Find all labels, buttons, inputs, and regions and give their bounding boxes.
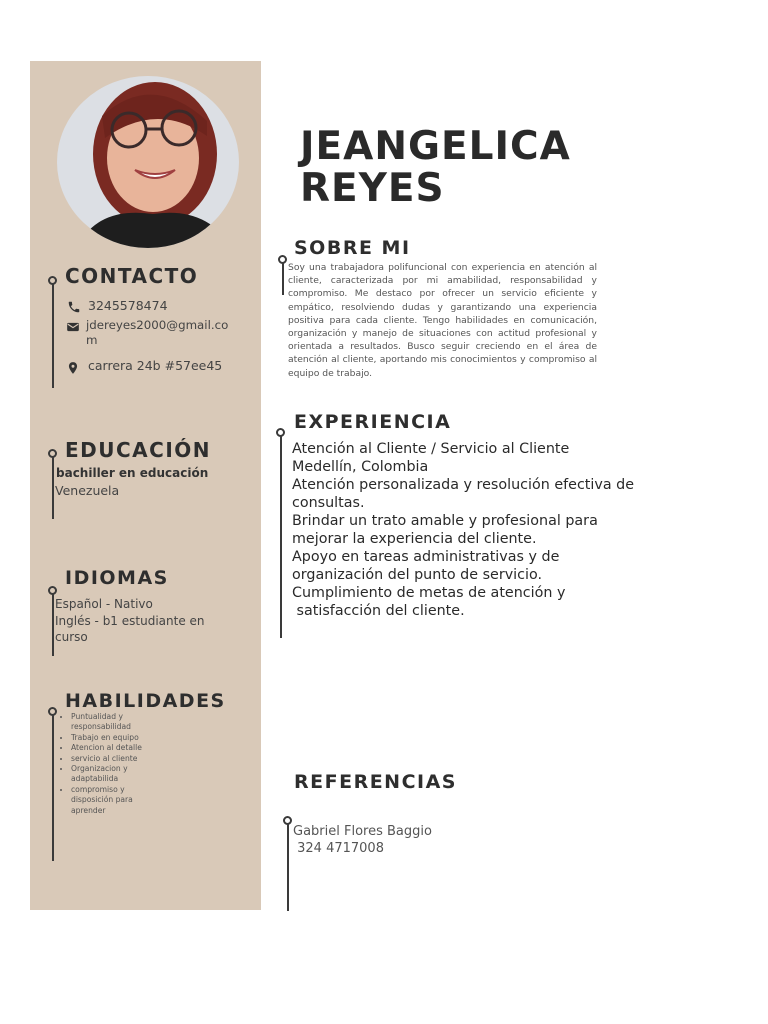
references-line — [287, 824, 289, 911]
skill-item: • Organizacion y adaptabilida — [71, 764, 166, 785]
contact-email-line2: m — [86, 333, 98, 347]
contact-heading: CONTACTO — [65, 264, 199, 288]
location-pin-icon — [66, 361, 80, 375]
email-icon — [66, 320, 80, 334]
about-heading: SOBRE MI — [294, 237, 411, 259]
experience-line-item: Cumplimiento de metas de atención y — [292, 585, 566, 601]
education-degree: bachiller en educación — [56, 466, 209, 480]
education-line — [52, 457, 54, 519]
phone-icon — [67, 300, 81, 314]
contact-line — [52, 284, 54, 388]
skills-line — [52, 715, 54, 861]
person-name — [300, 126, 571, 210]
reference-name: Gabriel Flores Baggio — [293, 824, 432, 839]
references-heading: REFERENCIAS — [294, 771, 457, 793]
contact-phone: 3245578474 — [88, 298, 168, 313]
contact-email-line1: jdereyes2000@gmail.co — [86, 318, 229, 332]
languages-heading: IDIOMAS — [65, 567, 169, 589]
language-english: Inglés - b1 estudiante en — [55, 613, 205, 628]
languages-line — [52, 594, 54, 656]
about-line — [282, 263, 284, 295]
experience-line-item: Apoyo en tareas administrativas y de — [292, 549, 560, 565]
skills-heading: HABILIDADES — [65, 690, 226, 712]
name-line-last: REYES — [300, 166, 445, 211]
profile-photo — [57, 76, 239, 248]
skill-item: • servicio al cliente — [71, 754, 166, 764]
language-spanish: Español - Nativo — [55, 597, 153, 611]
contact-email — [86, 318, 228, 348]
name-line-first: JEANGELICA — [300, 124, 571, 169]
skill-item: • Atencion al detalle — [71, 743, 166, 753]
experience-line-item: consultas. — [292, 495, 365, 511]
language-english-cont: curso — [55, 630, 88, 644]
languages-list — [55, 596, 205, 646]
skill-item: • compromiso y disposición para aprender — [71, 785, 166, 816]
reference-phone: 324 4717008 — [293, 841, 384, 856]
education-heading: EDUCACIÓN — [65, 438, 212, 462]
experience-details — [292, 440, 642, 620]
experience-line-item: Medellín, Colombia — [292, 459, 429, 475]
experience-line-item: organización del punto de servicio. — [292, 567, 543, 583]
skill-item: • Puntualidad y responsabilidad — [71, 712, 166, 733]
contact-address: carrera 24b #57ee45 — [88, 358, 223, 373]
experience-line-item: Atención personalizada y resolución efectiva de — [292, 477, 635, 493]
experience-line-item: Atención al Cliente / Servicio al Cliente — [292, 441, 570, 457]
experience-line-item: Brindar un trato amable y profesional para — [292, 513, 598, 529]
experience-line — [280, 436, 282, 638]
skills-list — [56, 712, 166, 816]
experience-line-item: satisfacción del cliente. — [292, 603, 465, 619]
experience-line-item: mejorar la experiencia del cliente. — [292, 531, 537, 547]
skill-item: • Trabajo en equipo — [71, 733, 166, 743]
experience-heading: EXPERIENCIA — [294, 411, 452, 433]
about-text: Soy una trabajadora polifuncional con experiencia en atención al cliente, caracterizada por mi amabilidad, responsabilidad y compromiso. Me destaco por ofrecer un servicio eficiente y empático, resolviendo dudas y garantizando una experiencia positiva para cada cliente. Tengo habilidades en comunicación, organización y manejo de situaciones con actitud profesional y orientada a resultados. Busco seguir creciendo en el área de atención al cliente, aportando mis conocimientos y compromiso al equipo de trabajo. — [288, 262, 597, 379]
education-place: Venezuela — [55, 483, 120, 498]
